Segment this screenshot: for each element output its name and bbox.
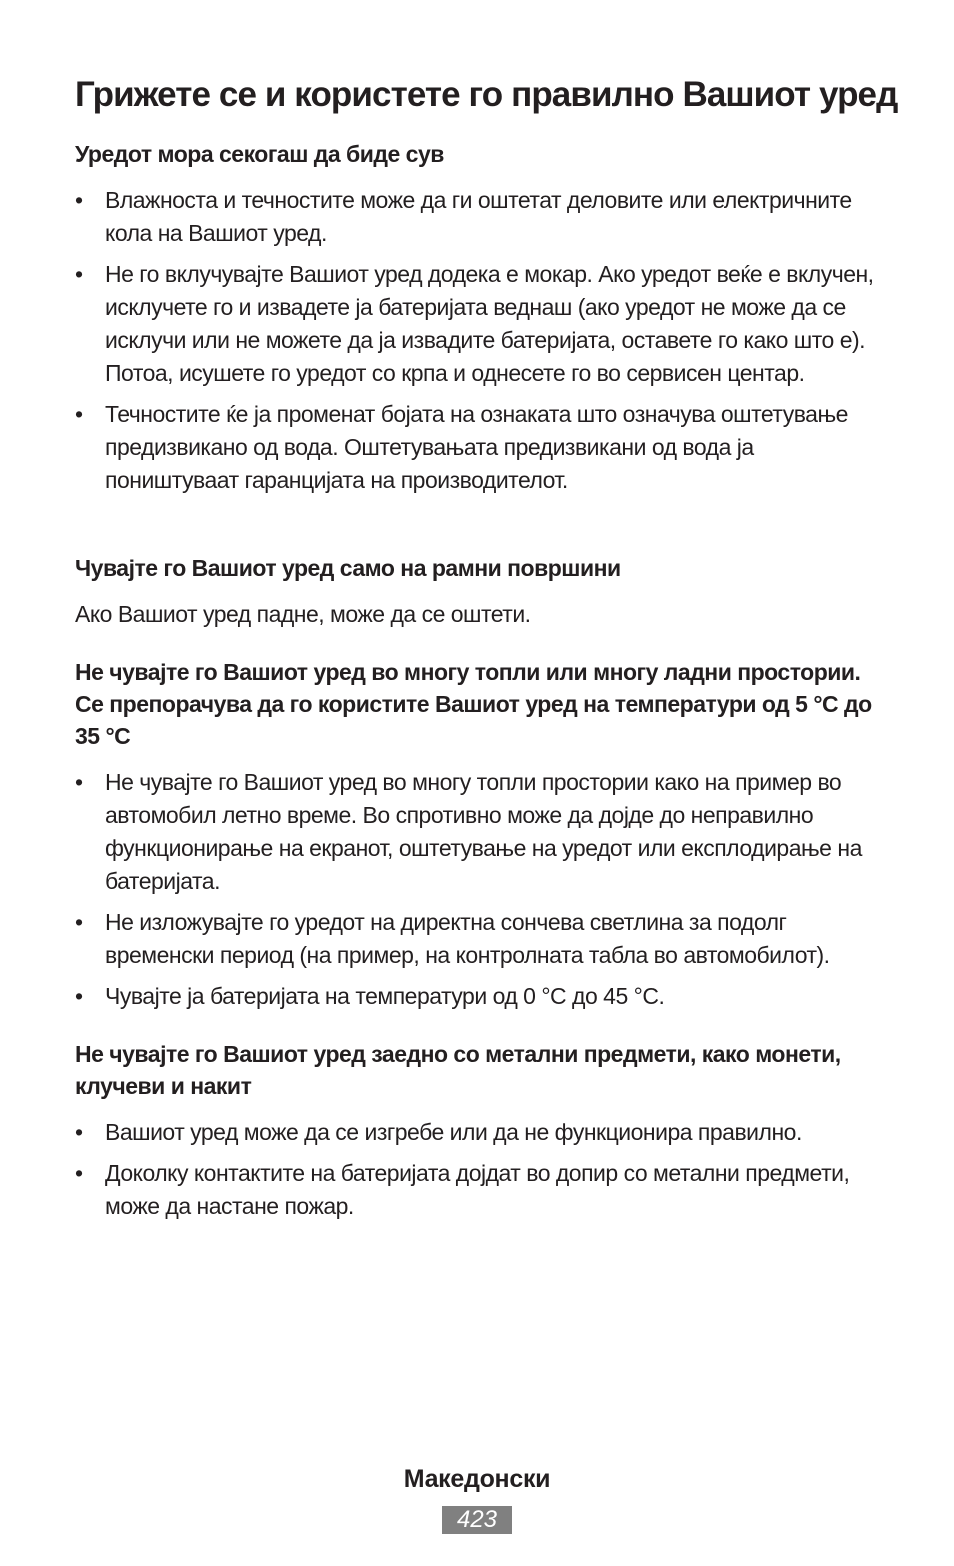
list-item	[75, 1157, 885, 1223]
bullet-list	[75, 1116, 885, 1223]
section-heading: Уредот мора секогаш да биде сув	[75, 141, 444, 167]
bullet-icon: •	[75, 187, 83, 213]
section-keep-dry	[75, 138, 885, 497]
list-item	[75, 766, 885, 898]
list-item-text: Влажноста и течностите може да ги оштетат деловите или електричните кола на Вашиот уред.	[105, 187, 852, 246]
bullet-icon: •	[75, 769, 83, 795]
bullet-icon: •	[75, 1160, 83, 1186]
list-item	[75, 1116, 885, 1149]
list-item	[75, 184, 885, 250]
list-item-text: Течностите ќе ја променат бојата на ознаката што означува оштетување предизвикано од вода. Оштетувањата предизвикани од вода ја поништуваат гаранцијата на производителот.	[105, 401, 848, 493]
section-heading: Чувајте го Вашиот уред само на рамни површини	[75, 555, 621, 581]
list-item-text: Не изложувајте го уредот на директна сончева светлина за подолг временски период (на пример, на контролната табла во автомобилот).	[105, 909, 830, 968]
list-item-text: Не чувајте го Вашиот уред во многу топли простории како на пример во автомобил летно време. Во спротивно може да дојде до неправилно функционирање на екранот, оштетување на уредот или експлодирање на батеријата.	[105, 769, 862, 894]
list-item	[75, 980, 885, 1013]
list-item	[75, 258, 885, 390]
list-item-text: Чувајте ја батеријата на температури од 0 °C до 45 °C.	[105, 983, 665, 1009]
list-item-text: Не го вклучувајте Вашиот уред додека е мокар. Ако уредот веќе е вклучен, исклучете го и извадете ја батеријата веднаш (ако уредот не може да се исклучи или не можете да ја извадите батеријата, оставете го како што е). Потоа, исушете го уредот со крпа и однесете го во сервисен центар.	[105, 261, 874, 386]
list-item	[75, 906, 885, 972]
section-heading: Не чувајте го Вашиот уред заедно со метални предмети, како монети, клучеви и накит	[75, 1041, 841, 1099]
section-temperature	[75, 656, 885, 1013]
page-number: 423	[442, 1506, 512, 1534]
bullet-icon: •	[75, 261, 83, 287]
bullet-icon: •	[75, 1119, 83, 1145]
section-heading: Не чувајте го Вашиот уред во многу топли или многу ладни простории. Се препорачува да го користите Вашиот уред на температури од 5 °C до 35 °C	[75, 659, 872, 749]
list-item	[75, 398, 885, 497]
section-text: Ако Вашиот уред падне, може да се оштети.	[75, 601, 531, 627]
list-item-text: Вашиот уред може да се изгребе или да не функционира правилно.	[105, 1119, 802, 1145]
page-title: Грижете се и користете го правилно Вашиот уред	[75, 75, 898, 114]
bullet-list	[75, 766, 885, 1013]
bullet-icon: •	[75, 401, 83, 427]
bullet-list	[75, 184, 885, 497]
list-item-text: Доколку контактите на батеријата дојдат во допир со метални предмети, може да настане пожар.	[105, 1160, 850, 1219]
bullet-icon: •	[75, 909, 83, 935]
section-flat-surfaces	[75, 552, 885, 630]
footer-language: Македонски	[403, 1465, 551, 1493]
section-metal-objects	[75, 1038, 885, 1223]
bullet-icon: •	[75, 983, 83, 1009]
